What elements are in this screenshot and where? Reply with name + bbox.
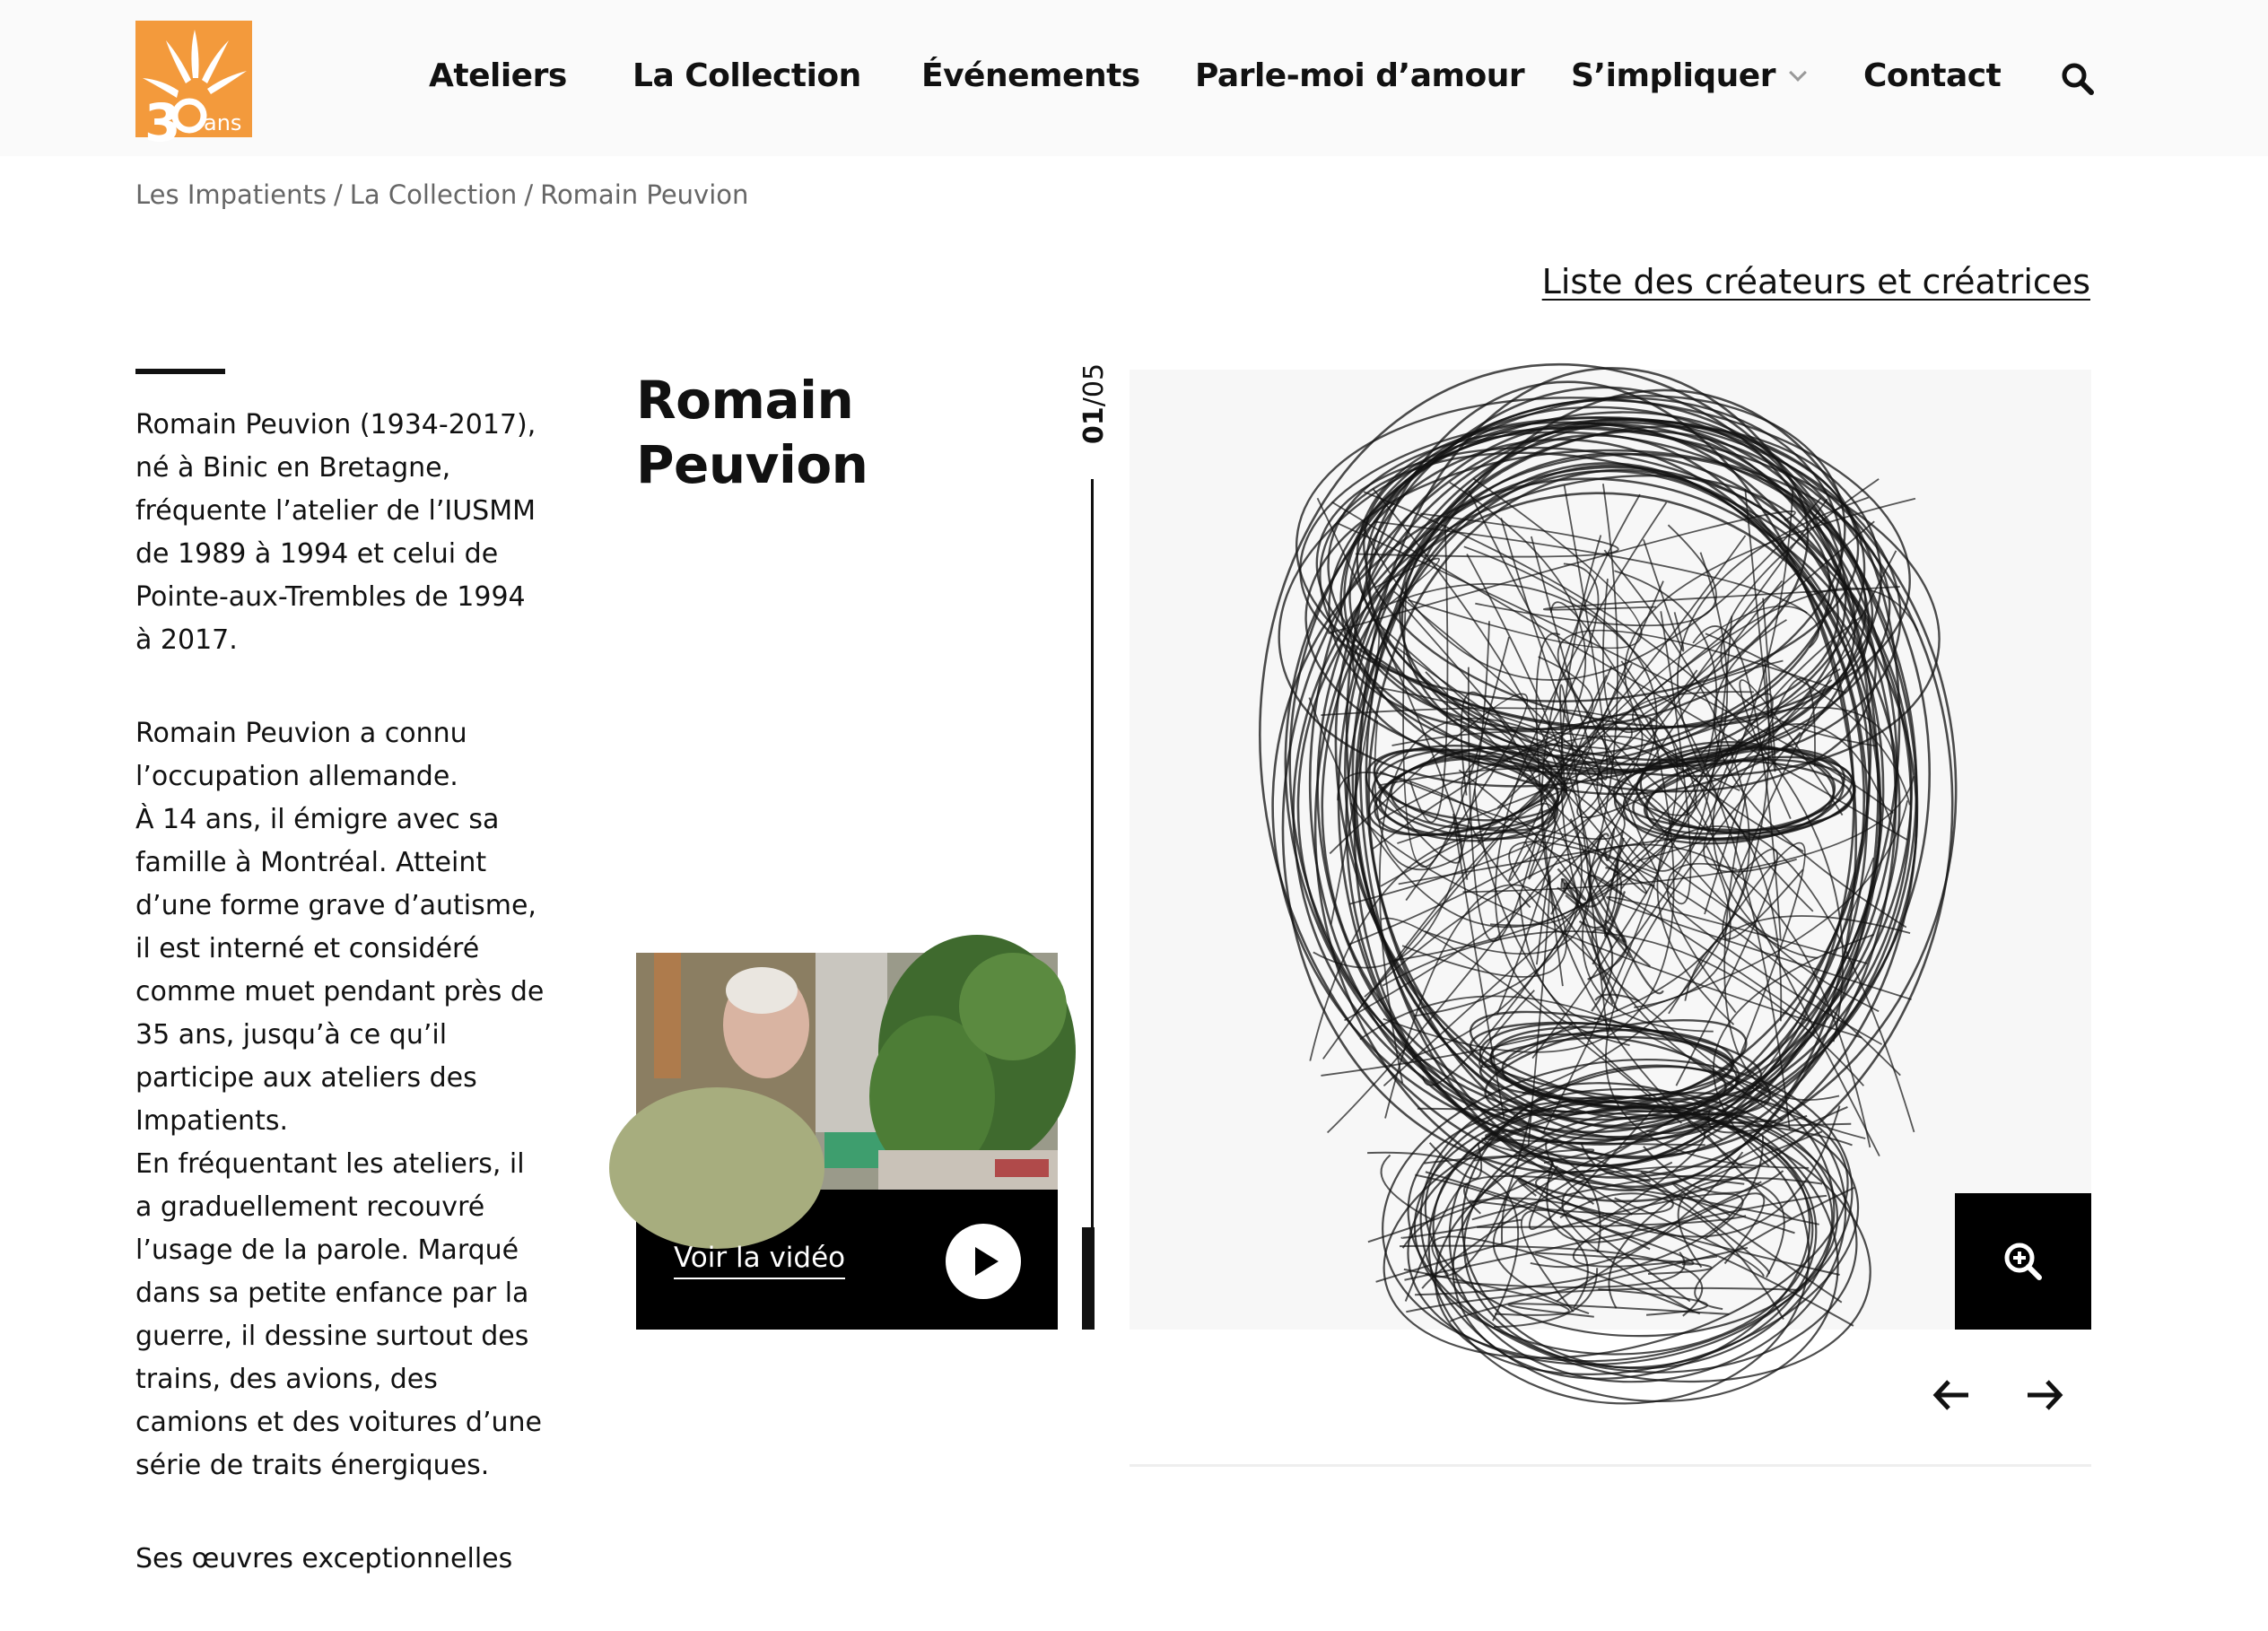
video-thumbnail bbox=[636, 953, 1058, 1190]
artwork-image[interactable] bbox=[1130, 370, 2091, 1330]
bio-paragraph: Romain Peuvion (1934-2017), né à Binic en Bretagne, fréquente l’atelier de l’IUSMM de 1989 à 1994 et celui de Pointe-aux-Trembles de 1994 à 2017. bbox=[135, 409, 536, 656]
slide-counter: 01/05 bbox=[1078, 362, 1110, 444]
video-card[interactable] bbox=[636, 953, 1058, 1330]
slide-current: 01 bbox=[1078, 406, 1110, 444]
breadcrumb bbox=[135, 179, 748, 210]
creators-list-link[interactable]: Liste des créateurs et créatrices bbox=[1541, 262, 2090, 301]
zoom-in-icon bbox=[2002, 1240, 2045, 1283]
breadcrumb-separator: / bbox=[333, 179, 343, 210]
play-icon[interactable] bbox=[946, 1224, 1021, 1299]
artist-name bbox=[636, 368, 905, 497]
search-button[interactable] bbox=[2060, 61, 2096, 97]
video-label[interactable]: Voir la vidéo bbox=[674, 1242, 845, 1279]
breadcrumb-current: Romain Peuvion bbox=[540, 179, 749, 210]
slide-progress-track bbox=[1091, 479, 1094, 1330]
site-header bbox=[0, 0, 2268, 156]
breadcrumb-home[interactable]: Les Impatients bbox=[135, 179, 327, 210]
nav-simpliquer[interactable] bbox=[1571, 57, 1804, 94]
nav-parle-moi-damour[interactable]: Parle-moi d’amour bbox=[1195, 57, 1525, 94]
bio-divider bbox=[135, 369, 225, 374]
arrow-left-icon bbox=[1929, 1373, 1974, 1417]
video-thumbnail-image bbox=[636, 953, 1058, 1190]
content-divider bbox=[1130, 1464, 2091, 1467]
artist-bio bbox=[135, 404, 548, 1631]
prev-slide-button[interactable] bbox=[1929, 1373, 1974, 1417]
next-slide-button[interactable] bbox=[2022, 1373, 2067, 1417]
portrait-drawing bbox=[1130, 370, 2091, 1330]
zoom-button[interactable] bbox=[1955, 1193, 2091, 1330]
bio-paragraph: Ses œuvres exceptionnelles bbox=[135, 1543, 513, 1574]
nav-contact[interactable]: Contact bbox=[1863, 57, 2002, 94]
nav-la-collection[interactable]: La Collection bbox=[632, 57, 861, 94]
artist-name-line: Romain bbox=[636, 370, 854, 431]
breadcrumb-separator: / bbox=[524, 179, 534, 210]
slide-total: 05 bbox=[1078, 362, 1110, 398]
nav-evenements[interactable]: Événements bbox=[921, 57, 1140, 94]
chevron-down-icon bbox=[1789, 64, 1807, 82]
site-logo[interactable] bbox=[135, 21, 252, 153]
bio-paragraph: En fréquentant les ateliers, il a graduellement recouvré l’usage de la parole. Marqué dans sa petite enfance par la guerre, il dessine surtout des trains, des avions, des camions et des voitures d’une série de traits énergiques. bbox=[135, 1148, 542, 1481]
nav-ateliers[interactable]: Ateliers bbox=[429, 57, 567, 94]
logo-text: ans bbox=[204, 110, 242, 135]
bio-paragraph: À 14 ans, il émigre avec sa famille à Montréal. Atteint d’une forme grave d’autisme, il est interné et considéré comme muet pendant près de 35 ans, jusqu’à ce qu’il participe aux ateliers des Impatients. bbox=[135, 804, 545, 1137]
artist-name-line: Peuvion bbox=[636, 434, 868, 495]
sun-logo-icon bbox=[135, 21, 252, 153]
nav-simpliquer-label: S’impliquer bbox=[1571, 57, 1775, 94]
svg-text:3: 3 bbox=[144, 92, 181, 153]
arrow-right-icon bbox=[2022, 1373, 2067, 1417]
slide-progress-fill bbox=[1082, 1227, 1095, 1330]
search-icon bbox=[2060, 61, 2096, 97]
bio-paragraph: Romain Peuvion a connu l’occupation allemande. bbox=[135, 718, 467, 792]
breadcrumb-collection[interactable]: La Collection bbox=[349, 179, 518, 210]
